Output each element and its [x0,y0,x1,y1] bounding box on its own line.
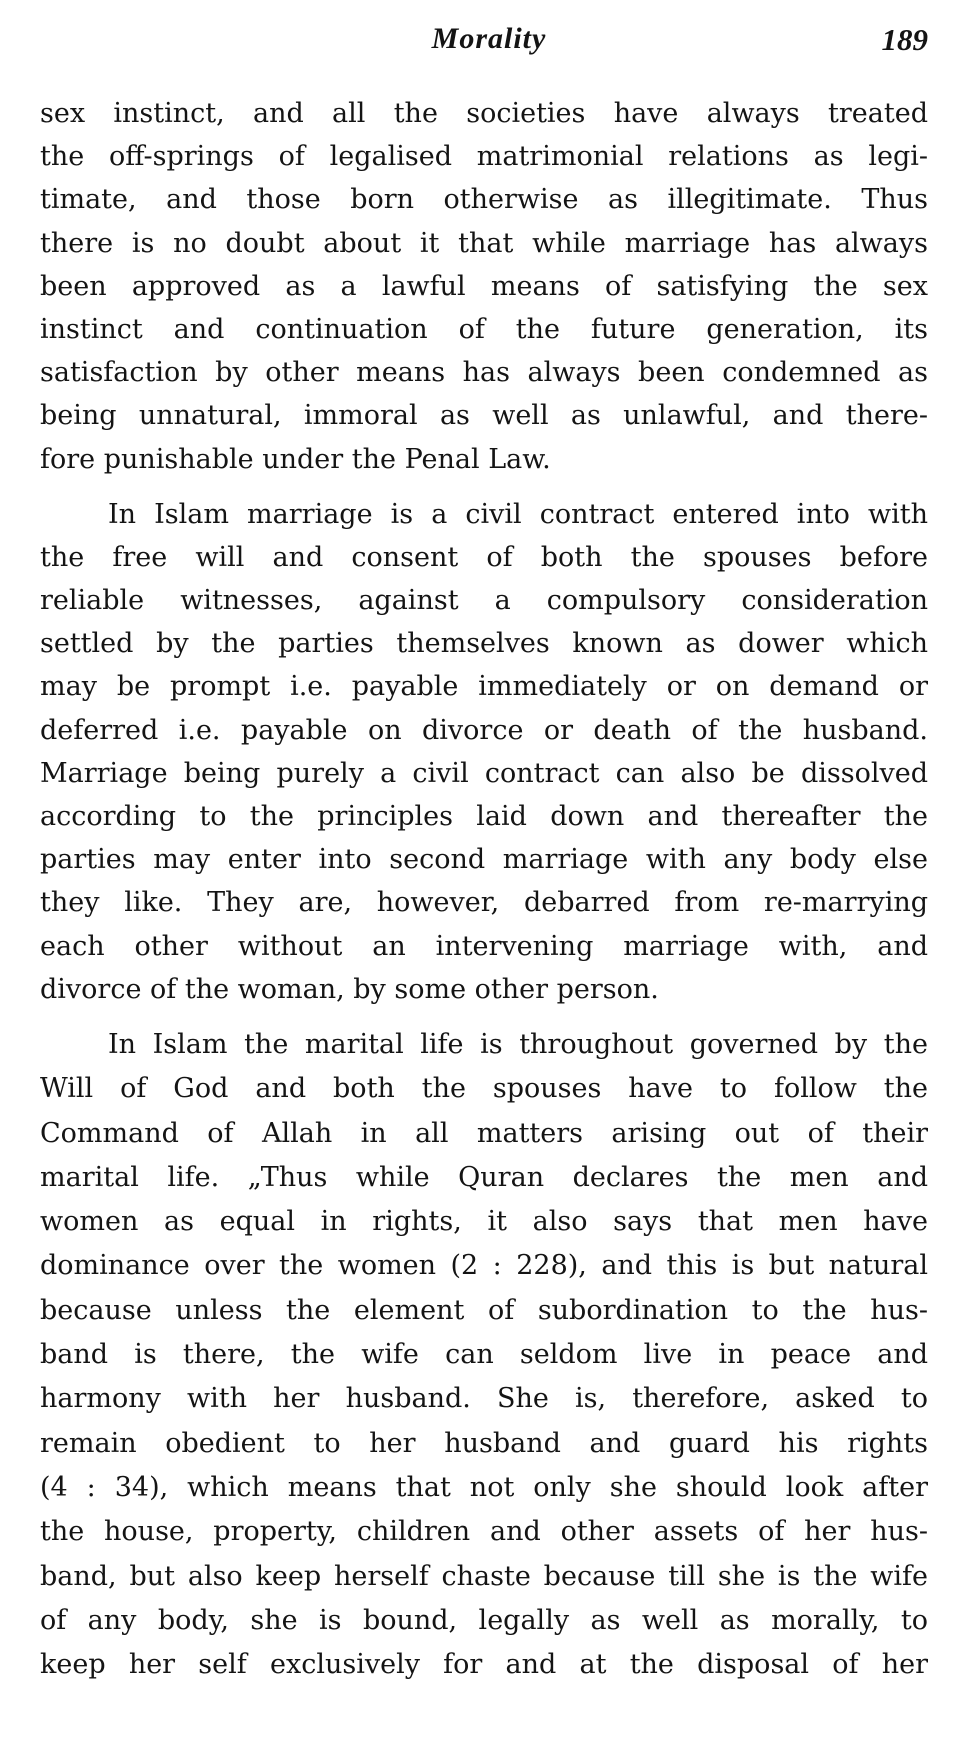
text-line: been approved as a lawful means of satisfying the sex [40,270,928,302]
text-line: deferred i.e. payable on divorce or death of the husband. [40,714,928,746]
text-line: band, but also keep herself chaste because till she is the wife [40,1560,928,1592]
text-line: reliable witnesses, against a compulsory consideration [40,585,928,617]
text-line: the off-springs of legalised matrimonial relations as legi- [40,141,928,173]
text-line: may be prompt i.e. payable immediately or on demand or [40,671,928,703]
text-line: they like. They are, however, debarred from re-marrying [40,887,928,919]
text-line: remain obedient to her husband and guard his rights [40,1427,928,1459]
text-line: marital life. „Thus while Quran declares the men and [40,1161,928,1193]
text-line: each other without an intervening marriage with, and [40,930,928,962]
text-line: Will of God and both the spouses have to follow the [40,1073,928,1105]
page-header [40,22,928,72]
text-line: of any body, she is bound, legally as well as morally, to [40,1604,928,1636]
text-line: satisfaction by other means has always been condemned as [40,357,928,389]
paragraph-2 [40,493,928,1011]
body-text [40,92,928,1687]
text-line: being unnatural, immoral as well as unlawful, and there- [40,400,928,432]
text-line: parties may enter into second marriage with any body else [40,844,928,876]
text-line: there is no doubt about it that while marriage has always [40,227,928,259]
paragraph-3 [40,1023,928,1687]
text-line: because unless the element of subordination to the hus- [40,1294,928,1326]
text-line: In Islam marriage is a civil contract entered into with [108,498,928,530]
text-line: harmony with her husband. She is, therefore, asked to [40,1383,928,1415]
running-title: Morality [431,22,547,55]
text-line: Marriage being purely a civil contract can also be dissolved [40,757,928,789]
text-line: settled by the parties themselves known as dower which [40,628,928,660]
text-line: Command of Allah in all matters arising out of their [40,1117,928,1149]
text-line: instinct and continuation of the future generation, its [40,313,928,345]
text-line: In Islam the marital life is throughout governed by the [108,1028,928,1060]
text-line: according to the principles laid down and thereafter the [40,801,928,832]
text-line: keep her self exclusively for and at the disposal of her [40,1649,928,1681]
text-line: the house, property, children and other assets of her hus- [40,1516,928,1548]
paragraph-1 [40,92,928,481]
text-line: the free will and consent of both the spouses before [40,541,928,573]
text-line: dominance over the women (2 : 228), and this is but natural [40,1250,928,1282]
text-line: timate, and those born otherwise as illegitimate. Thus [40,184,928,216]
text-line: fore punishable under the Penal Law. [40,443,551,475]
text-line: band is there, the wife can seldom live in peace and [40,1339,928,1371]
text-line: divorce of the woman, by some other person. [40,973,659,1005]
page-number: 189 [881,22,928,57]
text-line: (4 : 34), which means that not only she should look after [40,1471,928,1503]
text-line: women as equal in rights, it also says that men have [40,1206,928,1238]
text-line: sex instinct, and all the societies have always treated [40,98,928,129]
